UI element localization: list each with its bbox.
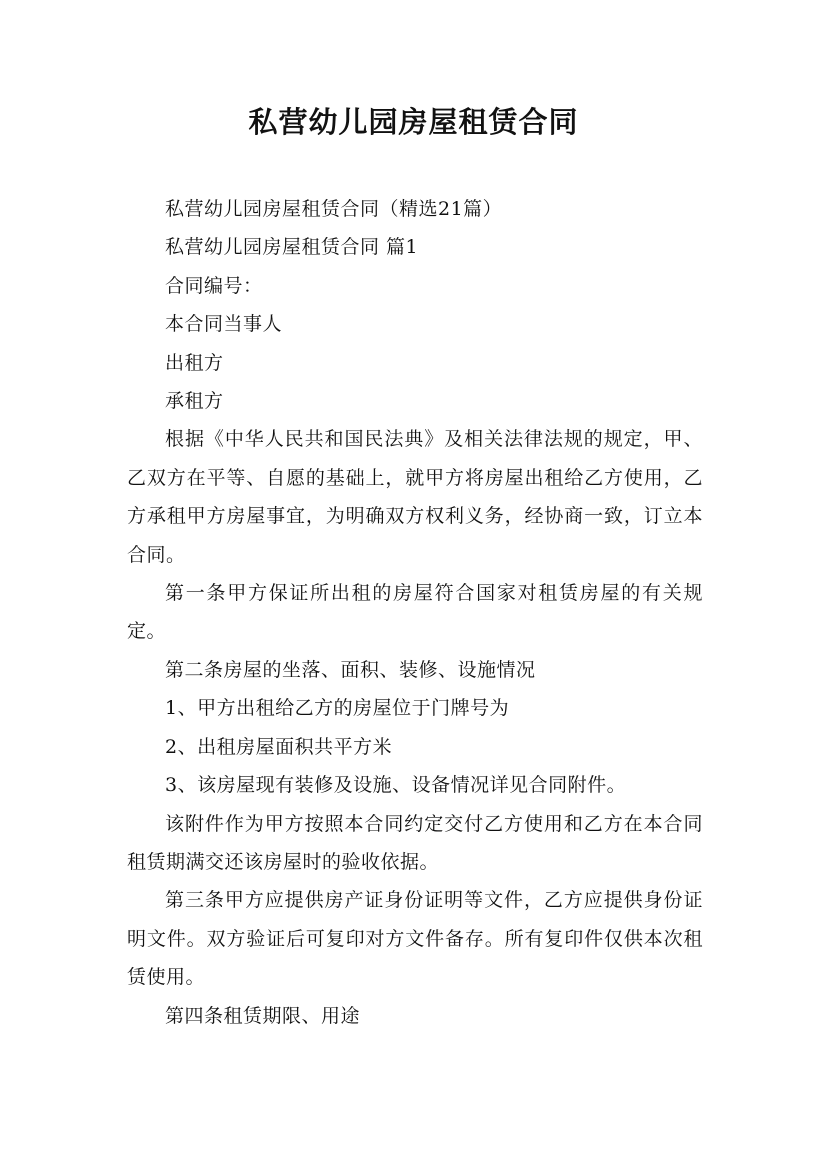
- paragraph-article-2: 第二条房屋的坐落、面积、装修、设施情况: [165, 658, 536, 681]
- paragraph-parties: 本合同当事人: [165, 313, 283, 336]
- paragraph-contract-number: 合同编号：: [165, 274, 263, 297]
- paragraph-annex-note: 该附件作为甲方按照本合同约定交付乙方使用和乙方在本合同租赁期满交还该房屋时的验收依据。: [127, 812, 703, 873]
- document-title: 私营幼儿园房屋租赁合同: [248, 105, 579, 139]
- paragraph-article-4: 第四条租赁期限、用途: [165, 1004, 361, 1027]
- paragraph-item-3: 3、该房屋现有装修及设施、设备情况详见合同附件。: [165, 774, 627, 797]
- paragraph-lessor: 出租方: [165, 351, 224, 374]
- paragraph-article-3: 第三条甲方应提供房产证身份证明等文件，乙方应提供身份证明文件。双方验证后可复印对方文件备存。所有复印件仅供本次租赁使用。: [127, 889, 703, 989]
- paragraph-article-1: 第一条甲方保证所出租的房屋符合国家对租赁房屋的有关规定。: [127, 582, 703, 643]
- paragraph-item-2: 2、出租房屋面积共平方米: [165, 735, 393, 758]
- document-body: [127, 190, 703, 1035]
- paragraph-section-heading: 私营幼儿园房屋租赁合同 篇1: [165, 236, 419, 259]
- paragraph-lessee: 承租方: [165, 390, 224, 413]
- paragraph-item-1: 1、甲方出租给乙方的房屋位于门牌号为: [165, 697, 510, 720]
- paragraph-subtitle: 私营幼儿园房屋租赁合同（精选21篇）: [165, 198, 503, 220]
- paragraph-preamble: 根据《中华人民共和国民法典》及相关法律法规的规定，甲、乙双方在平等、自愿的基础上，就甲方将房屋出租给乙方使用，乙方承租甲方房屋事宜，为明确双方权利义务，经协商一致，订立本合同。: [127, 428, 703, 566]
